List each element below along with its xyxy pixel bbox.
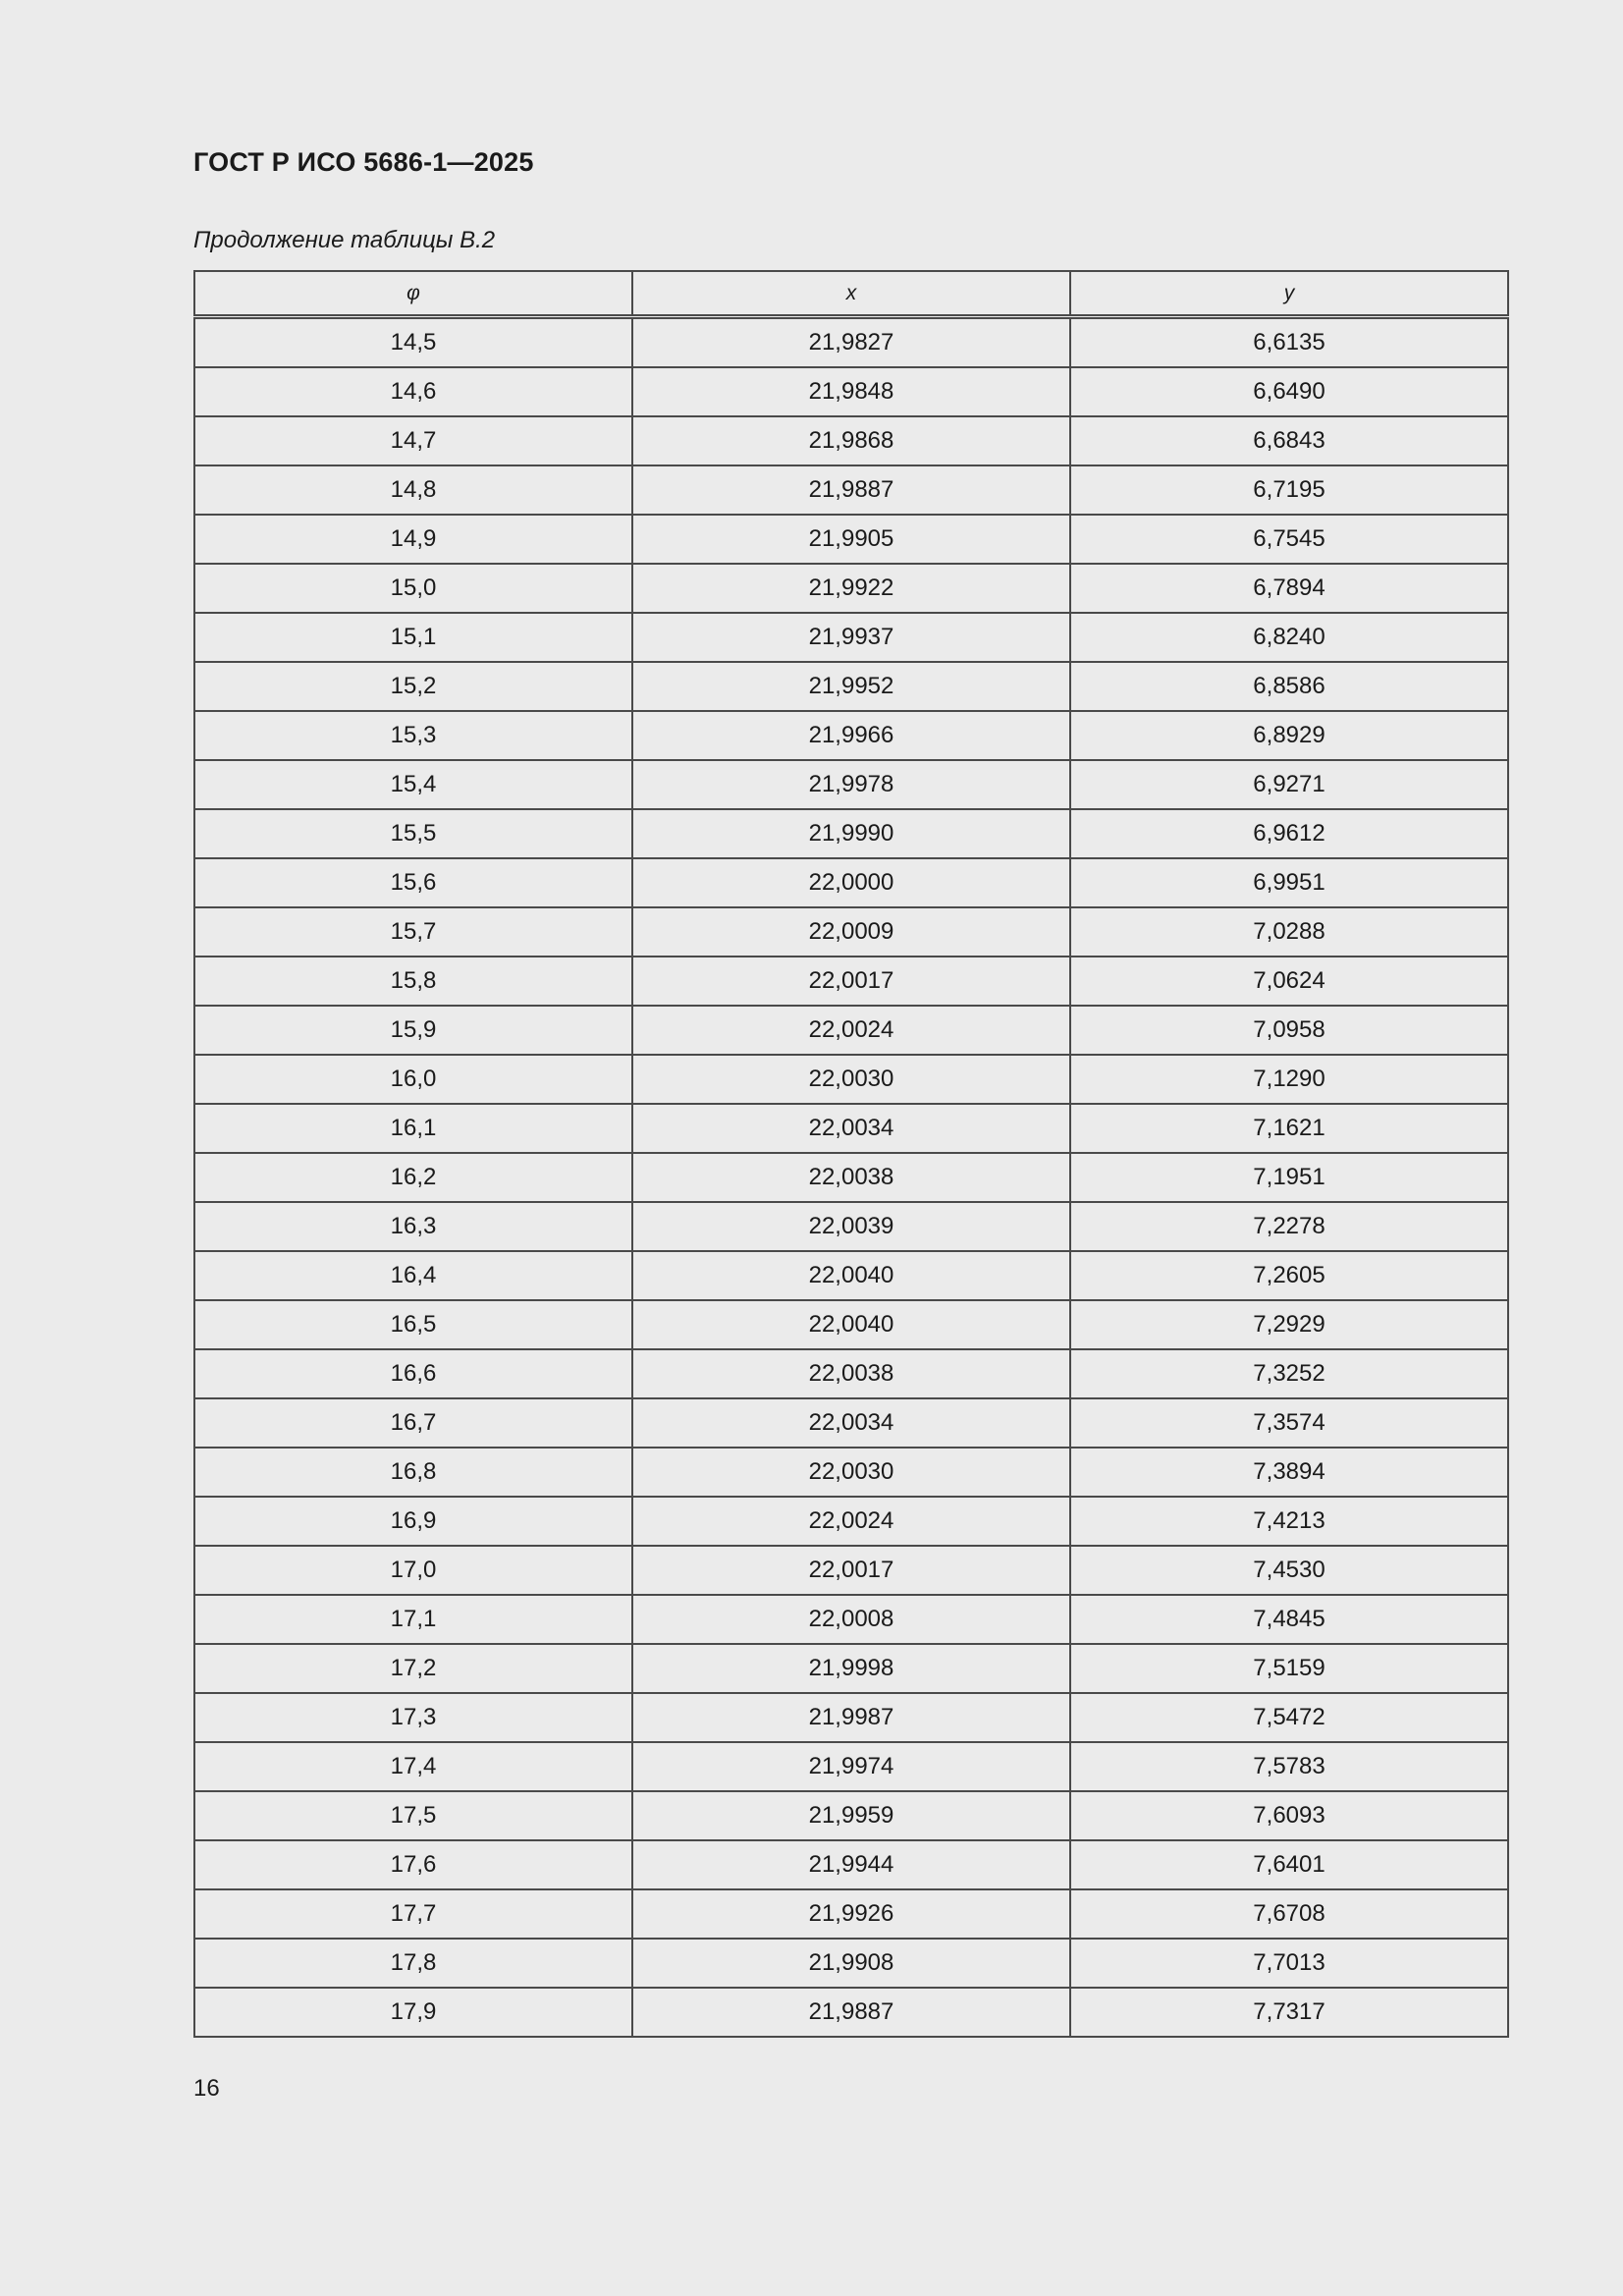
cell-y: 7,3574 bbox=[1070, 1398, 1508, 1448]
cell-x: 22,0017 bbox=[632, 957, 1070, 1006]
data-table bbox=[193, 270, 1509, 2038]
cell-y: 7,4213 bbox=[1070, 1497, 1508, 1546]
cell-y: 6,8929 bbox=[1070, 711, 1508, 760]
cell-phi: 15,8 bbox=[194, 957, 632, 1006]
table-row bbox=[194, 1791, 1508, 1840]
cell-x: 21,9908 bbox=[632, 1939, 1070, 1988]
cell-y: 7,0624 bbox=[1070, 957, 1508, 1006]
table-row bbox=[194, 1644, 1508, 1693]
cell-y: 7,6708 bbox=[1070, 1889, 1508, 1939]
table-row bbox=[194, 465, 1508, 515]
cell-y: 7,2278 bbox=[1070, 1202, 1508, 1251]
cell-x: 21,9998 bbox=[632, 1644, 1070, 1693]
cell-phi: 16,4 bbox=[194, 1251, 632, 1300]
cell-phi: 16,0 bbox=[194, 1055, 632, 1104]
cell-y: 6,8240 bbox=[1070, 613, 1508, 662]
cell-x: 22,0030 bbox=[632, 1055, 1070, 1104]
cell-phi: 16,2 bbox=[194, 1153, 632, 1202]
table-row bbox=[194, 613, 1508, 662]
table-header-row bbox=[194, 271, 1508, 317]
cell-y: 7,3252 bbox=[1070, 1349, 1508, 1398]
cell-x: 22,0024 bbox=[632, 1006, 1070, 1055]
table-row bbox=[194, 1742, 1508, 1791]
cell-x: 21,9959 bbox=[632, 1791, 1070, 1840]
cell-y: 7,6401 bbox=[1070, 1840, 1508, 1889]
cell-y: 6,9951 bbox=[1070, 858, 1508, 907]
cell-phi: 17,4 bbox=[194, 1742, 632, 1791]
cell-y: 6,9612 bbox=[1070, 809, 1508, 858]
table-row bbox=[194, 1497, 1508, 1546]
cell-phi: 16,9 bbox=[194, 1497, 632, 1546]
cell-phi: 17,5 bbox=[194, 1791, 632, 1840]
cell-x: 22,0040 bbox=[632, 1300, 1070, 1349]
table-row bbox=[194, 564, 1508, 613]
table-body bbox=[194, 317, 1508, 2038]
cell-y: 7,5159 bbox=[1070, 1644, 1508, 1693]
cell-y: 6,6843 bbox=[1070, 416, 1508, 465]
cell-x: 21,9868 bbox=[632, 416, 1070, 465]
cell-x: 22,0038 bbox=[632, 1153, 1070, 1202]
cell-y: 7,2929 bbox=[1070, 1300, 1508, 1349]
table-row bbox=[194, 1889, 1508, 1939]
cell-y: 7,0288 bbox=[1070, 907, 1508, 957]
cell-phi: 17,0 bbox=[194, 1546, 632, 1595]
table-row bbox=[194, 1988, 1508, 2037]
cell-y: 7,5783 bbox=[1070, 1742, 1508, 1791]
cell-phi: 16,1 bbox=[194, 1104, 632, 1153]
cell-phi: 17,2 bbox=[194, 1644, 632, 1693]
table-row bbox=[194, 1104, 1508, 1153]
cell-y: 6,6135 bbox=[1070, 317, 1508, 368]
cell-y: 7,7013 bbox=[1070, 1939, 1508, 1988]
cell-y: 7,5472 bbox=[1070, 1693, 1508, 1742]
cell-x: 21,9905 bbox=[632, 515, 1070, 564]
cell-phi: 14,5 bbox=[194, 317, 632, 368]
cell-phi: 17,1 bbox=[194, 1595, 632, 1644]
table-row bbox=[194, 858, 1508, 907]
cell-x: 22,0040 bbox=[632, 1251, 1070, 1300]
cell-x: 22,0030 bbox=[632, 1448, 1070, 1497]
table-row bbox=[194, 416, 1508, 465]
table-row bbox=[194, 1202, 1508, 1251]
cell-x: 21,9887 bbox=[632, 465, 1070, 515]
cell-x: 21,9922 bbox=[632, 564, 1070, 613]
cell-y: 7,4845 bbox=[1070, 1595, 1508, 1644]
table-row bbox=[194, 662, 1508, 711]
table-row bbox=[194, 1448, 1508, 1497]
cell-phi: 17,8 bbox=[194, 1939, 632, 1988]
column-header-x: x bbox=[632, 271, 1070, 317]
cell-phi: 15,3 bbox=[194, 711, 632, 760]
cell-phi: 14,7 bbox=[194, 416, 632, 465]
cell-phi: 16,3 bbox=[194, 1202, 632, 1251]
cell-x: 21,9827 bbox=[632, 317, 1070, 368]
column-header-phi: φ bbox=[194, 271, 632, 317]
cell-x: 21,9987 bbox=[632, 1693, 1070, 1742]
table-caption: Продолжение таблицы В.2 bbox=[193, 227, 496, 253]
cell-y: 7,4530 bbox=[1070, 1546, 1508, 1595]
cell-x: 21,9974 bbox=[632, 1742, 1070, 1791]
table-row bbox=[194, 809, 1508, 858]
cell-x: 21,9966 bbox=[632, 711, 1070, 760]
cell-x: 22,0008 bbox=[632, 1595, 1070, 1644]
cell-x: 22,0024 bbox=[632, 1497, 1070, 1546]
cell-x: 21,9887 bbox=[632, 1988, 1070, 2037]
cell-phi: 15,4 bbox=[194, 760, 632, 809]
cell-x: 21,9990 bbox=[632, 809, 1070, 858]
cell-phi: 15,2 bbox=[194, 662, 632, 711]
cell-phi: 15,0 bbox=[194, 564, 632, 613]
cell-x: 22,0017 bbox=[632, 1546, 1070, 1595]
cell-x: 21,9978 bbox=[632, 760, 1070, 809]
cell-y: 7,3894 bbox=[1070, 1448, 1508, 1497]
cell-y: 7,6093 bbox=[1070, 1791, 1508, 1840]
cell-phi: 17,7 bbox=[194, 1889, 632, 1939]
cell-y: 7,1290 bbox=[1070, 1055, 1508, 1104]
cell-phi: 17,3 bbox=[194, 1693, 632, 1742]
cell-y: 6,7894 bbox=[1070, 564, 1508, 613]
cell-phi: 17,6 bbox=[194, 1840, 632, 1889]
cell-phi: 15,6 bbox=[194, 858, 632, 907]
table-row bbox=[194, 1349, 1508, 1398]
cell-x: 22,0038 bbox=[632, 1349, 1070, 1398]
cell-y: 7,1951 bbox=[1070, 1153, 1508, 1202]
cell-phi: 14,9 bbox=[194, 515, 632, 564]
table-row bbox=[194, 1153, 1508, 1202]
cell-phi: 16,7 bbox=[194, 1398, 632, 1448]
cell-y: 6,7545 bbox=[1070, 515, 1508, 564]
table-row bbox=[194, 957, 1508, 1006]
cell-x: 21,9937 bbox=[632, 613, 1070, 662]
cell-phi: 14,8 bbox=[194, 465, 632, 515]
cell-phi: 16,5 bbox=[194, 1300, 632, 1349]
column-header-y: y bbox=[1070, 271, 1508, 317]
cell-phi: 15,5 bbox=[194, 809, 632, 858]
table-row bbox=[194, 711, 1508, 760]
table-row bbox=[194, 1398, 1508, 1448]
cell-phi: 15,7 bbox=[194, 907, 632, 957]
cell-phi: 16,8 bbox=[194, 1448, 632, 1497]
cell-phi: 17,9 bbox=[194, 1988, 632, 2037]
cell-y: 7,1621 bbox=[1070, 1104, 1508, 1153]
cell-y: 7,2605 bbox=[1070, 1251, 1508, 1300]
cell-y: 6,7195 bbox=[1070, 465, 1508, 515]
cell-x: 22,0039 bbox=[632, 1202, 1070, 1251]
table-row bbox=[194, 760, 1508, 809]
table-row bbox=[194, 1006, 1508, 1055]
table-row bbox=[194, 1055, 1508, 1104]
table-row bbox=[194, 1546, 1508, 1595]
table-row bbox=[194, 1840, 1508, 1889]
table-row bbox=[194, 1251, 1508, 1300]
table-row bbox=[194, 1939, 1508, 1988]
cell-y: 6,8586 bbox=[1070, 662, 1508, 711]
table-row bbox=[194, 1693, 1508, 1742]
cell-x: 22,0034 bbox=[632, 1398, 1070, 1448]
cell-phi: 15,1 bbox=[194, 613, 632, 662]
cell-x: 21,9926 bbox=[632, 1889, 1070, 1939]
table-row bbox=[194, 367, 1508, 416]
document-title: ГОСТ Р ИСО 5686-1—2025 bbox=[193, 147, 534, 177]
cell-phi: 14,6 bbox=[194, 367, 632, 416]
cell-y: 7,7317 bbox=[1070, 1988, 1508, 2037]
cell-phi: 15,9 bbox=[194, 1006, 632, 1055]
cell-x: 21,9944 bbox=[632, 1840, 1070, 1889]
cell-y: 6,9271 bbox=[1070, 760, 1508, 809]
cell-phi: 16,6 bbox=[194, 1349, 632, 1398]
cell-x: 22,0000 bbox=[632, 858, 1070, 907]
cell-x: 22,0009 bbox=[632, 907, 1070, 957]
table-row bbox=[194, 515, 1508, 564]
cell-x: 21,9952 bbox=[632, 662, 1070, 711]
cell-y: 6,6490 bbox=[1070, 367, 1508, 416]
table-row bbox=[194, 1595, 1508, 1644]
table-row bbox=[194, 1300, 1508, 1349]
table-row bbox=[194, 317, 1508, 368]
page-number: 16 bbox=[193, 2075, 220, 2102]
cell-x: 22,0034 bbox=[632, 1104, 1070, 1153]
cell-x: 21,9848 bbox=[632, 367, 1070, 416]
table-row bbox=[194, 907, 1508, 957]
cell-y: 7,0958 bbox=[1070, 1006, 1508, 1055]
